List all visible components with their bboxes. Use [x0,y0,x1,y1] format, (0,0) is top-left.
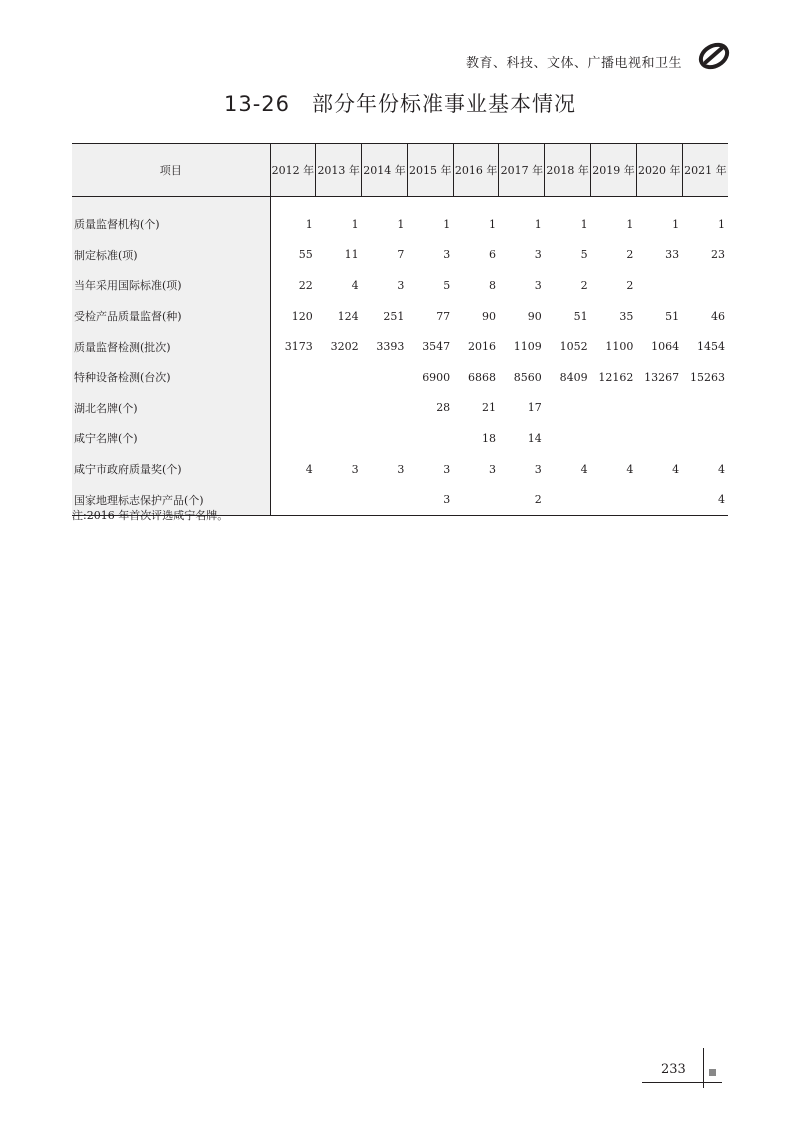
table-cell: 18 [481,431,496,445]
table-cell [407,423,453,454]
table-cell: 1 [534,217,542,231]
table-cell: 4 [580,462,588,476]
table-cell [316,362,362,393]
table-cell [362,393,408,424]
row-label: 质量监督检测(批次) [72,331,270,362]
table-cell: 3 [397,462,405,476]
column-header: 2019 年 [591,144,637,197]
table-cell: 3 [407,484,453,515]
row-label: 咸宁市政府质量奖(个) [72,454,270,485]
table-cell [316,393,362,424]
table-note: 注:2016 年首次评选咸宁名牌。 [72,509,229,522]
table-cell [636,393,682,424]
page-number: 233 [661,1062,686,1077]
table-cell [591,393,637,424]
table-cell [316,423,362,454]
table-cell: 1454 [697,340,725,354]
table-cell: 11 [344,248,359,262]
column-header: 2020 年 [636,144,682,197]
table-cell: 3 [534,278,542,292]
table-cell: 4 [626,462,634,476]
column-header: 2015 年 [407,144,453,197]
table-cell: 77 [436,309,451,323]
table-cell: 1 [351,217,359,231]
table-cell [682,393,728,424]
table-cell [316,484,362,515]
row-label: 国家地理标志保护产品(个) [72,484,270,515]
table-title: 部分年份标准事业基本情况 [312,92,577,116]
table-cell: 251 [383,309,405,323]
table-cell: 3 [443,248,451,262]
table-cell: 4 [718,462,725,476]
row-label: 特种设备检测(台次) [72,362,270,393]
table-cell: 1 [580,217,588,231]
table-row [72,240,728,271]
table-cell: 3 [488,462,496,476]
table-cell: 2 [580,278,588,292]
column-header: 2012 年 [270,144,316,197]
row-label: 制定标准(项) [72,240,270,271]
table-cell: 1 [488,217,496,231]
logo-icon [698,40,730,72]
table-cell: 3202 [330,340,359,354]
table-cell: 15263 [690,370,725,384]
data-table [72,143,728,516]
table-cell: 5 [580,248,588,262]
table-cell: 5 [443,278,451,292]
table-cell: 2 [626,278,634,292]
table-cell: 28 [436,401,451,415]
column-header: 2017 年 [499,144,545,197]
table-row [72,197,728,240]
section-header: 教育、科技、文体、广播电视和卫生 [465,56,682,71]
table-cell [270,362,316,393]
table-cell [453,484,499,515]
row-label: 质量监督机构(个) [72,197,270,240]
table-row [72,454,728,485]
table-cell: 17 [527,401,542,415]
table-cell: 35 [619,309,634,323]
table-cell: 8 [488,278,496,292]
table-cell [636,423,682,454]
table-header-row [72,144,728,197]
table-row [72,362,728,393]
row-label: 受检产品质量监督(种) [72,301,270,332]
table-cell [591,423,637,454]
table-number: 13-26 [223,92,291,116]
table-cell: 8560 [513,370,542,384]
table-cell: 8409 [559,370,588,384]
page-title [0,88,800,118]
table-cell: 1 [718,217,725,231]
table-cell: 1 [305,217,313,231]
table-cell [270,484,316,515]
table-cell [636,484,682,515]
column-header: 2018 年 [545,144,591,197]
table-cell: 2 [499,484,545,515]
table-cell [636,270,682,301]
table-cell: 2016 [467,340,496,354]
table-cell: 1100 [605,340,634,354]
table-cell: 1109 [513,340,542,354]
table-cell: 120 [291,309,313,323]
table-cell: 3 [534,462,542,476]
table-cell: 4 [672,462,680,476]
table-cell: 1 [672,217,680,231]
table-cell: 3 [534,248,542,262]
table-cell [545,484,591,515]
table-cell: 1 [626,217,634,231]
table-row [72,423,728,454]
table-cell [545,423,591,454]
table-row [72,270,728,301]
table-cell: 2 [626,248,634,262]
table-cell: 4 [351,278,359,292]
table-cell [545,393,591,424]
table-cell: 1052 [559,340,588,354]
column-header: 项目 [72,144,270,197]
column-header: 2016 年 [453,144,499,197]
table-cell [591,484,637,515]
table-row [72,393,728,424]
table-cell: 3547 [422,340,451,354]
column-header: 2021 年 [682,144,728,197]
table-row [72,331,728,362]
table-cell: 90 [527,309,542,323]
table-cell: 90 [481,309,496,323]
table-cell: 55 [298,248,313,262]
table-cell: 14 [527,431,542,445]
table-cell: 3173 [284,340,313,354]
table-cell: 7 [397,248,405,262]
page-rule-horizontal [642,1082,722,1083]
page-marker [709,1069,716,1076]
table-cell: 21 [481,401,496,415]
table-cell [362,362,408,393]
table-cell: 4 [682,484,728,515]
table-cell [270,423,316,454]
table-cell [682,270,728,301]
table-cell: 22 [298,278,313,292]
table-cell: 6 [488,248,496,262]
table-cell: 23 [711,248,725,262]
table-cell [362,484,408,515]
table-cell: 51 [665,309,680,323]
table-cell: 12162 [598,370,634,384]
table-cell: 6868 [467,370,496,384]
table-cell: 3 [443,462,451,476]
table-cell: 3393 [376,340,405,354]
column-header: 2014 年 [362,144,408,197]
table-cell: 4 [305,462,313,476]
table-cell: 1 [397,217,405,231]
table-cell: 124 [337,309,359,323]
row-label: 咸宁名牌(个) [72,423,270,454]
table-cell: 1064 [651,340,680,354]
table-cell: 51 [573,309,588,323]
table-cell [270,393,316,424]
table-cell [682,423,728,454]
table-cell: 33 [665,248,680,262]
table-row [72,301,728,332]
table-cell: 6900 [422,370,451,384]
table-cell: 1 [443,217,451,231]
table-cell: 3 [397,278,405,292]
row-label: 当年采用国际标准(项) [72,270,270,301]
table-cell [362,423,408,454]
column-header: 2013 年 [316,144,362,197]
row-label: 湖北名牌(个) [72,393,270,424]
table-cell: 13267 [644,370,680,384]
table-cell: 46 [711,309,725,323]
table-cell: 3 [351,462,359,476]
